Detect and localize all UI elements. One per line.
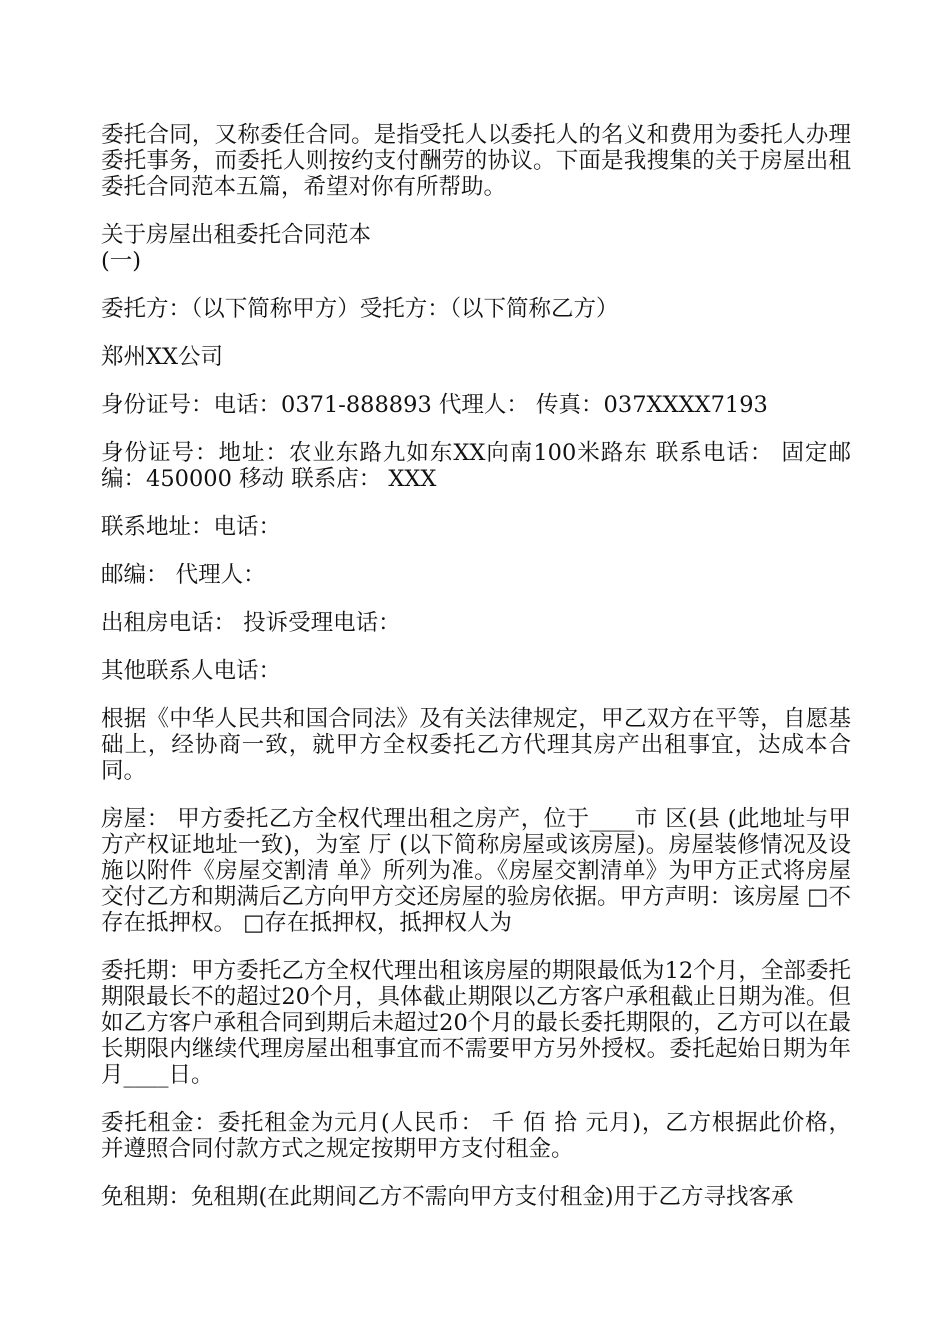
legal-basis-paragraph: 根据《中华人民共和国合同法》及有关法律规定，甲乙双方在平等，自愿基础上，经协商一致，就甲方全权委托乙方代理其房产出租事宜，达成本合同。 [101, 706, 851, 784]
address-paragraph: 身份证号：地址：农业东路九如东XX向南100米路东 联系电话： 固定邮编：450000 移动 联系店： XXX [101, 440, 851, 492]
rental-phone-paragraph: 出租房电话： 投诉受理电话： [101, 610, 401, 636]
parties-paragraph: 委托方：（以下简称甲方）受托方：（以下简称乙方） [101, 296, 619, 322]
property-paragraph: 房屋： 甲方委托乙方全权代理出租之房产，位于____市 区(县 (此地址与甲方产权证地址一致)，为室 厅 (以下简称房屋或该房屋)。房屋装修情况及设施以附件《房屋交割清 单》所列为准。《房屋交割清单》为甲方正式将房屋交付乙方和期满后乙方向甲方交还房屋的验房依据。甲方声明：该房屋 □不存在抵押权。 □存在抵押权，抵押权人为 [101, 806, 851, 936]
title-line-2: (一) [101, 248, 142, 274]
rent-free-paragraph: 免租期：免租期(在此期间乙方不需向甲方支付租金)用于乙方寻找客承 [101, 1184, 794, 1210]
document-body [101, 122, 851, 1232]
contact-address-paragraph: 联系地址：电话： [101, 514, 282, 540]
company-paragraph: 郑州XX公司 [101, 344, 224, 370]
other-contact-paragraph: 其他联系人电话： [101, 658, 282, 684]
title-line-1: 关于房屋出租委托合同范本 [101, 222, 372, 248]
rent-paragraph: 委托租金：委托租金为元月(人民币： 千 佰 拾 元月)，乙方根据此价格， 并遵照合同付款方式之规定按期甲方支付租金。 [101, 1110, 851, 1162]
intro-paragraph: 委托合同，又称委任合同。是指受托人以委托人的名义和费用为委托人办理委托事务，而委托人则按约支付酬劳的协议。下面是我搜集的关于房屋出租委托合同范本五篇，希望对你有所帮助。 [101, 122, 851, 200]
document-title [101, 222, 851, 274]
postcode-paragraph: 邮编： 代理人： [101, 562, 266, 588]
term-paragraph: 委托期：甲方委托乙方全权代理出租该房屋的期限最低为12个月，全部委托期限最长不的超过20个月，具体截止期限以乙方客户承租截止日期为准。但如乙方客户承租合同到期后未超过20个月的最长委托期限的，乙方可以在最长期限内继续代理房屋出租事宜而不需要甲方另外授权。委托起始日期为年月____日。 [101, 958, 851, 1088]
id-phone-paragraph: 身份证号：电话：0371-888893 代理人： 传真：037XXXX7193 [101, 392, 768, 418]
